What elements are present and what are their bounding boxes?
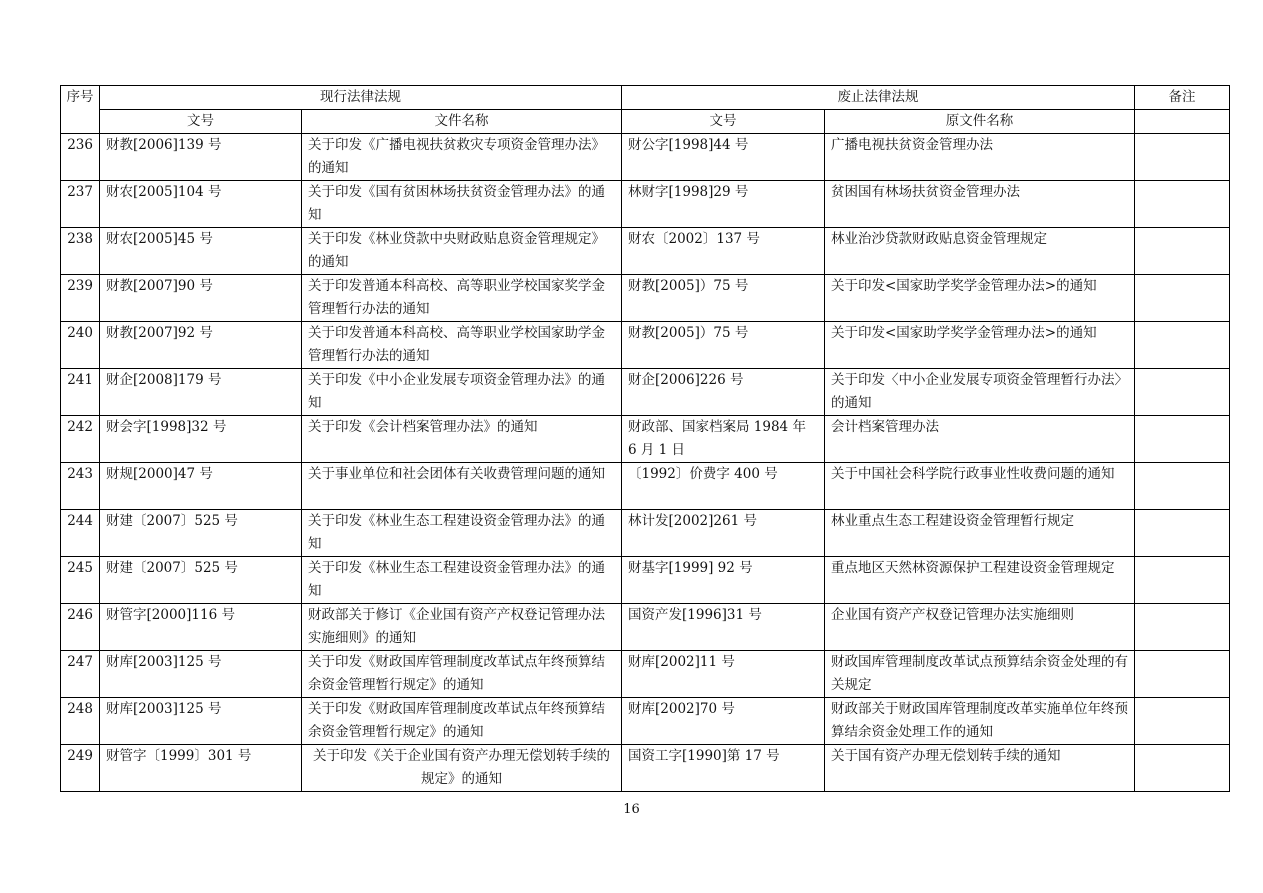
cell-abolished-doc-no: 财企[2006]226 号 [622, 369, 825, 416]
table-row [61, 228, 1230, 275]
cell-seq: 248 [61, 698, 100, 745]
cell-abolished-doc-no: 财农〔2002〕137 号 [622, 228, 825, 275]
cell-remark [1135, 651, 1230, 698]
cell-remark [1135, 134, 1230, 181]
cell-abolished-doc-name: 林业治沙贷款财政贴息资金管理规定 [825, 228, 1135, 275]
table-row [61, 134, 1230, 181]
cell-remark [1135, 322, 1230, 369]
cell-seq: 240 [61, 322, 100, 369]
cell-current-doc-name: 关于印发《国有贫困林场扶贫资金管理办法》的通知 [302, 181, 622, 228]
cell-current-doc-name: 关于印发普通本科高校、高等职业学校国家助学金管理暂行办法的通知 [302, 322, 622, 369]
cell-abolished-doc-name: 关于印发<国家助学奖学金管理办法>的通知 [825, 322, 1135, 369]
table-row [61, 651, 1230, 698]
cell-remark [1135, 416, 1230, 463]
cell-abolished-doc-name: 财政国库管理制度改革试点预算结余资金处理的有关规定 [825, 651, 1135, 698]
cell-current-doc-name: 关于印发《会计档案管理办法》的通知 [302, 416, 622, 463]
table-row [61, 181, 1230, 228]
table-row [61, 510, 1230, 557]
cell-remark [1135, 510, 1230, 557]
header-current-doc-no: 文号 [100, 110, 302, 134]
cell-remark [1135, 369, 1230, 416]
cell-abolished-doc-no: 财库[2002]11 号 [622, 651, 825, 698]
cell-remark [1135, 228, 1230, 275]
cell-current-doc-name: 关于印发《中小企业发展专项资金管理办法》的通知 [302, 369, 622, 416]
cell-abolished-doc-no: 财基字[1999] 92 号 [622, 557, 825, 604]
cell-current-doc-no: 财建〔2007〕525 号 [100, 510, 302, 557]
cell-abolished-doc-name: 财政部关于财政国库管理制度改革实施单位年终预算结余资金处理工作的通知 [825, 698, 1135, 745]
cell-seq: 247 [61, 651, 100, 698]
header-abolished-doc-name: 原文件名称 [825, 110, 1135, 134]
cell-seq: 245 [61, 557, 100, 604]
header-seq: 序号 [61, 86, 100, 134]
cell-current-doc-name: 关于印发《林业生态工程建设资金管理办法》的通知 [302, 557, 622, 604]
table-row [61, 557, 1230, 604]
cell-current-doc-name: 关于印发《林业贷款中央财政贴息资金管理规定》的通知 [302, 228, 622, 275]
cell-abolished-doc-no: 财教[2005]）75 号 [622, 322, 825, 369]
cell-current-doc-no: 财企[2008]179 号 [100, 369, 302, 416]
table-row [61, 604, 1230, 651]
cell-abolished-doc-name: 广播电视扶贫资金管理办法 [825, 134, 1135, 181]
cell-abolished-doc-name: 企业国有资产产权登记管理办法实施细则 [825, 604, 1135, 651]
table-body [61, 134, 1230, 792]
cell-current-doc-name: 财政部关于修订《企业国有资产产权登记管理办法实施细则》的通知 [302, 604, 622, 651]
cell-abolished-doc-name: 关于国有资产办理无偿划转手续的通知 [825, 745, 1135, 792]
cell-remark [1135, 745, 1230, 792]
cell-current-doc-no: 财规[2000]47 号 [100, 463, 302, 510]
cell-current-doc-no: 财库[2003]125 号 [100, 651, 302, 698]
table-row [61, 416, 1230, 463]
cell-current-doc-no: 财农[2005]45 号 [100, 228, 302, 275]
cell-current-doc-name: 关于印发《广播电视扶贫救灾专项资金管理办法》的通知 [302, 134, 622, 181]
cell-abolished-doc-name: 关于中国社会科学院行政事业性收费问题的通知 [825, 463, 1135, 510]
cell-seq: 236 [61, 134, 100, 181]
cell-abolished-doc-no: 财库[2002]70 号 [622, 698, 825, 745]
cell-current-doc-no: 财库[2003]125 号 [100, 698, 302, 745]
cell-current-doc-name: 关于印发《财政国库管理制度改革试点年终预算结余资金管理暂行规定》的通知 [302, 698, 622, 745]
cell-current-doc-name: 关于印发普通本科高校、高等职业学校国家奖学金管理暂行办法的通知 [302, 275, 622, 322]
cell-current-doc-name: 关于印发《关于企业国有资产办理无偿划转手续的规定》的通知 [302, 745, 622, 792]
cell-remark [1135, 604, 1230, 651]
cell-abolished-doc-no: 国资工字[1990]第 17 号 [622, 745, 825, 792]
table-row [61, 369, 1230, 416]
cell-seq: 244 [61, 510, 100, 557]
cell-abolished-doc-no: 林财字[1998]29 号 [622, 181, 825, 228]
cell-seq: 242 [61, 416, 100, 463]
cell-seq: 241 [61, 369, 100, 416]
header-abolished-doc-no: 文号 [622, 110, 825, 134]
cell-current-doc-no: 财农[2005]104 号 [100, 181, 302, 228]
table-row [61, 698, 1230, 745]
table-row [61, 463, 1230, 510]
header-current-doc-name: 文件名称 [302, 110, 622, 134]
cell-abolished-doc-no: 财教[2005]）75 号 [622, 275, 825, 322]
header-remark-blank [1135, 110, 1230, 134]
cell-abolished-doc-name: 贫困国有林场扶贫资金管理办法 [825, 181, 1135, 228]
cell-abolished-doc-name: 会计档案管理办法 [825, 416, 1135, 463]
cell-abolished-doc-no: 国资产发[1996]31 号 [622, 604, 825, 651]
cell-abolished-doc-no: 财公字[1998]44 号 [622, 134, 825, 181]
cell-current-doc-no: 财会字[1998]32 号 [100, 416, 302, 463]
cell-seq: 237 [61, 181, 100, 228]
cell-current-doc-no: 财教[2006]139 号 [100, 134, 302, 181]
cell-remark [1135, 557, 1230, 604]
table-row [61, 745, 1230, 792]
table-row [61, 322, 1230, 369]
cell-current-doc-no: 财教[2007]92 号 [100, 322, 302, 369]
header-abolished-group: 废止法律法规 [622, 86, 1135, 110]
cell-remark [1135, 275, 1230, 322]
cell-abolished-doc-name: 关于印发<国家助学奖学金管理办法>的通知 [825, 275, 1135, 322]
cell-seq: 243 [61, 463, 100, 510]
cell-current-doc-no: 财管字〔1999〕301 号 [100, 745, 302, 792]
cell-current-doc-name: 关于印发《财政国库管理制度改革试点年终预算结余资金管理暂行规定》的通知 [302, 651, 622, 698]
regulations-table [60, 85, 1230, 792]
cell-abolished-doc-name: 重点地区天然林资源保护工程建设资金管理规定 [825, 557, 1135, 604]
cell-current-doc-name: 关于事业单位和社会团体有关收费管理问题的通知 [302, 463, 622, 510]
cell-abolished-doc-name: 关于印发〈中小企业发展专项资金管理暂行办法〉的通知 [825, 369, 1135, 416]
cell-abolished-doc-no: 林计发[2002]261 号 [622, 510, 825, 557]
cell-current-doc-no: 财教[2007]90 号 [100, 275, 302, 322]
cell-remark [1135, 463, 1230, 510]
cell-current-doc-no: 财建〔2007〕525 号 [100, 557, 302, 604]
cell-abolished-doc-no: 财政部、国家档案局 1984 年 6 月 1 日 [622, 416, 825, 463]
table-row [61, 275, 1230, 322]
cell-remark [1135, 698, 1230, 745]
table-header [61, 86, 1230, 134]
cell-remark [1135, 181, 1230, 228]
cell-abolished-doc-no: 〔1992〕价费字 400 号 [622, 463, 825, 510]
header-remark: 备注 [1135, 86, 1230, 110]
cell-current-doc-name: 关于印发《林业生态工程建设资金管理办法》的通知 [302, 510, 622, 557]
cell-seq: 239 [61, 275, 100, 322]
cell-seq: 238 [61, 228, 100, 275]
cell-seq: 246 [61, 604, 100, 651]
page-number: 16 [623, 802, 640, 817]
cell-current-doc-no: 财管字[2000]116 号 [100, 604, 302, 651]
cell-seq: 249 [61, 745, 100, 792]
header-current-group: 现行法律法规 [100, 86, 622, 110]
cell-abolished-doc-name: 林业重点生态工程建设资金管理暂行规定 [825, 510, 1135, 557]
